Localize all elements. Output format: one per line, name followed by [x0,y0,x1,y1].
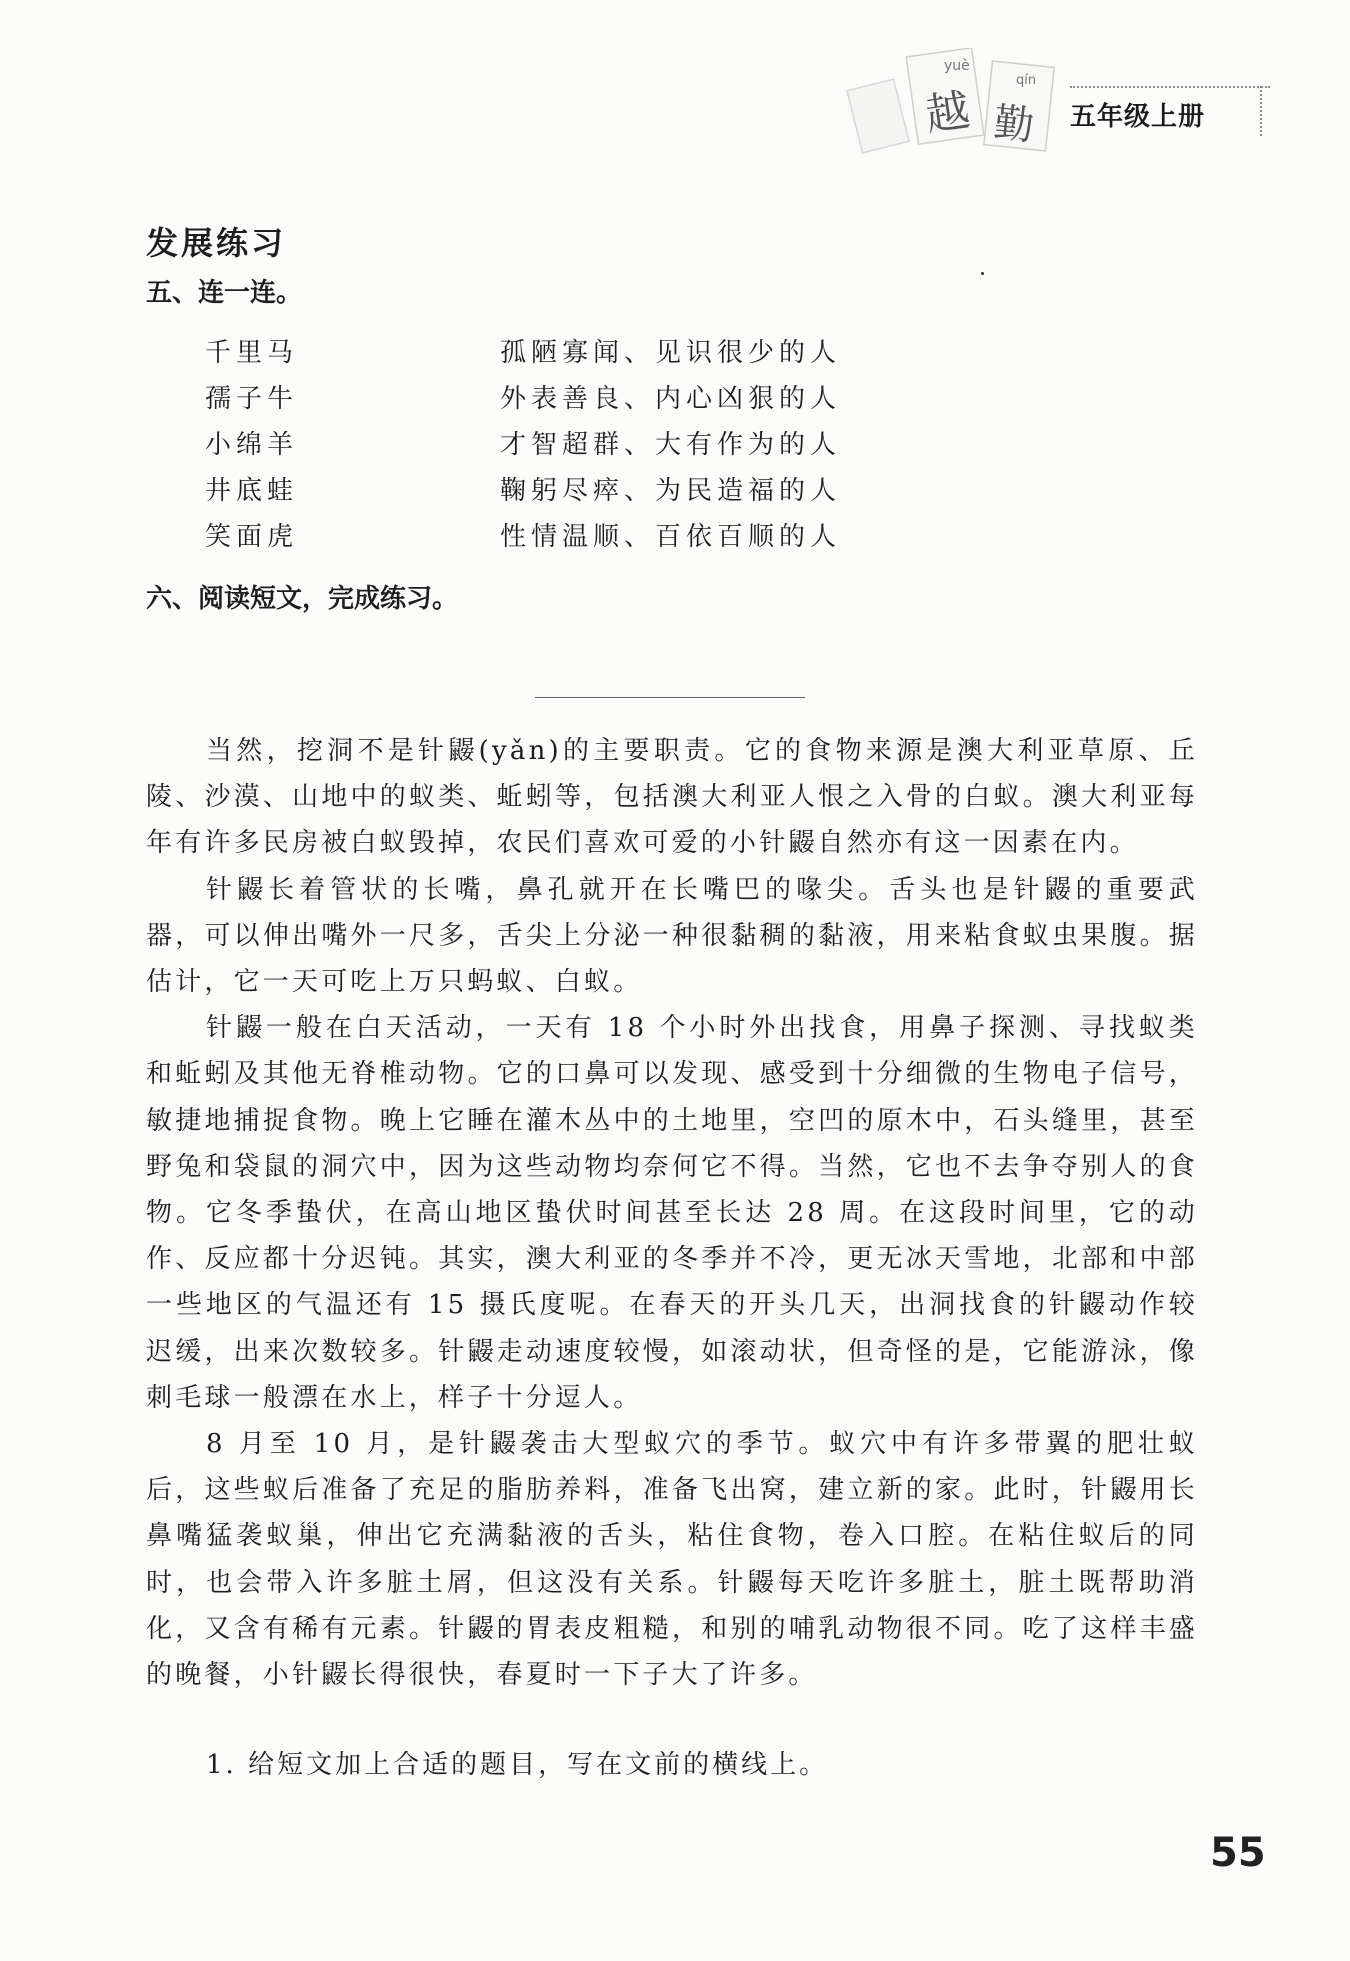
passage-paragraph: 8 月至 10 月，是针鼹袭击大型蚁穴的季节。蚁穴中有许多带翼的肥壮蚁后，这些蚁后准备了充足的脂肪养料，准备飞出窝，建立新的家。此时，针鼹用长鼻嘴猛袭蚁巢，伸出它充满黏液的舌头，粘住食物，卷入口腔。在粘住蚁后的同时，也会带入许多脏土屑，但这没有关系。针鼹每天吃许多脏土，脏土既帮助消化，又含有稀有元素。针鼹的胃表皮粗糙，和别的哺乳动物很不同。吃了这样丰盛的晚餐，小针鼹长得很快，春夏时一下子大了许多。 [146,1429,1198,1691]
match-right-item[interactable]: 鞠躬尽瘁、为民造福的人 [500,476,842,506]
question-5-heading: 五、连一连。 [146,278,303,308]
passage-paragraph: 当然，挖洞不是针鼹(yǎn)的主要职责。它的食物来源是澳大利亚草原、丘陵、沙漠、山地中的蚁类、蚯蚓等，包括澳大利亚人恨之入骨的白蚁。澳大利亚每年有许多民房被白蚁毁掉，农民们喜欢可爱的小针鼹自然亦有这一因素在内。 [146,736,1198,859]
passage-paragraph: 针鼹一般在白天活动，一天有 18 个小时外出找食，用鼻子探测、寻找蚁类和蚯蚓及其他无脊椎动物。它的口鼻可以发现、感受到十分细微的生物电子信号，敏捷地捕捉食物。晚上它睡在灌木丛中的土地里，空凹的原木中，石头缝里，甚至野兔和袋鼠的洞穴中，因为这些动物均奈何它不得。当然，它也不去争夺别人的食物。它冬季蛰伏，在高山地区蛰伏时间甚至长达 28 周。在这段时间里，它的动作、反应都十分迟钝。其实，澳大利亚的冬季并不冷，更无冰天雪地，北部和中部一些地区的气温还有 15 摄氏度呢。在春天的开头几天，出洞找食的针鼹动作较迟缓，出来次数较多。针鼹走动速度较慢，如滚动状，但奇怪的是，它能游泳，像刺毛球一般漂在水上，样子十分逗人。 [146,1013,1198,1413]
section-title: 发展练习 [146,224,287,262]
logo-char-1: 越 [922,84,973,142]
match-right-item[interactable]: 才智超群、大有作为的人 [500,430,842,460]
grade-label: 五年级上册 [1070,102,1206,132]
series-logo [840,48,1080,178]
logo-pinyin-1: yuè [944,58,970,74]
reading-passage [146,728,1198,1698]
logo-char-2: 勤 [991,99,1037,150]
match-right-item[interactable]: 孤陋寡闻、见识很少的人 [500,338,842,368]
logo-pinyin-2: qín [1016,73,1037,88]
page-number: 55 [1210,1830,1266,1876]
header-dotted-line-vertical [1260,86,1262,136]
match-right-item[interactable]: 性情温顺、百依百顺的人 [500,522,842,552]
page-header [820,48,1270,178]
match-left-item[interactable]: 小绵羊 [205,430,299,460]
match-left-column [205,330,298,560]
stray-dot [981,272,984,275]
match-left-item[interactable]: 千里马 [205,338,299,368]
match-left-item[interactable]: 孺子牛 [205,384,299,414]
question-6-heading: 六、阅读短文，完成练习。 [146,584,459,614]
match-right-item[interactable]: 外表善良、内心凶狠的人 [500,384,842,414]
match-left-item[interactable]: 笑面虎 [205,522,299,552]
question-6-1: 1. 给短文加上合适的题目，写在文前的横线上。 [206,1750,829,1780]
match-right-column [500,330,841,560]
title-answer-line[interactable] [535,697,805,698]
passage-paragraph: 针鼹长着管状的长嘴，鼻孔就开在长嘴巴的喙尖。舌头也是针鼹的重要武器，可以伸出嘴外一尺多，舌尖上分泌一种很黏稠的黏液，用来粘食蚁虫果腹。据估计，它一天可吃上万只蚂蚁、白蚁。 [146,874,1198,998]
match-left-item[interactable]: 井底蛙 [205,476,299,506]
header-dotted-line [1070,86,1270,88]
